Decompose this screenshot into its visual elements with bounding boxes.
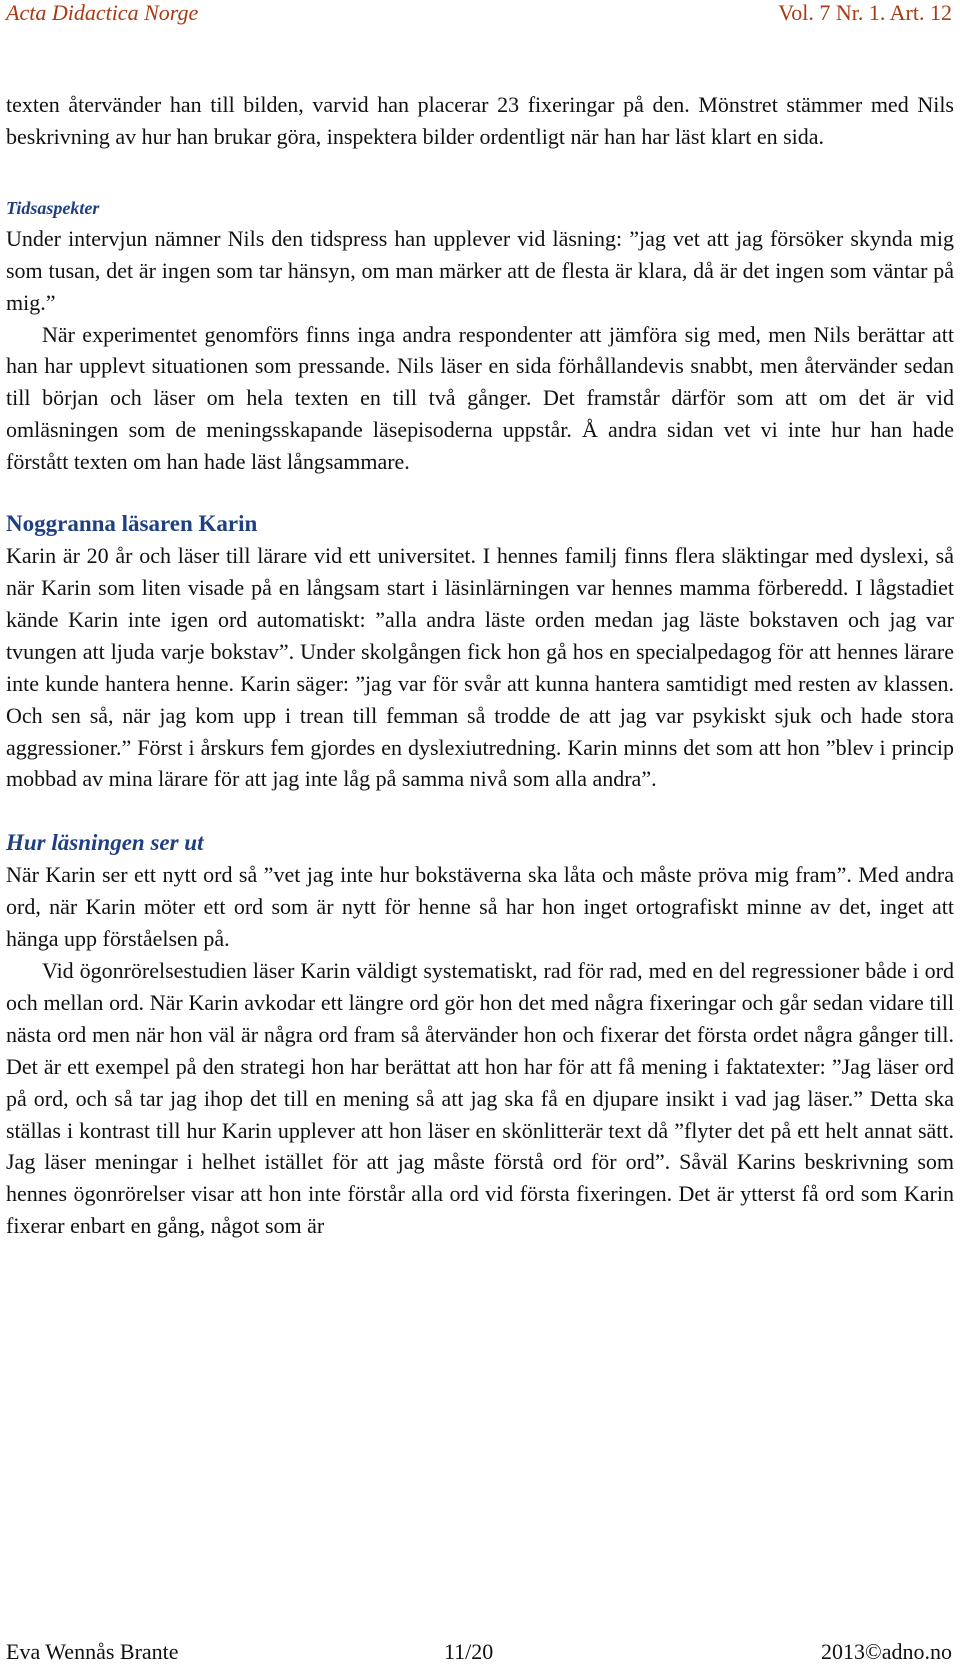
paragraph-tidsaspekter-2: När experimentet genomförs finns inga andra respondenter att jämföra sig med, men Nils berättar att han har upplevt situationen som pressande. Nils läser en sida förhållandevis snabbt, men återvänder sedan till början och läser om hela texten en till två gånger. Det framstår därför som att om det är vid omläsningen som de meningsskapande läsepisoderna uppstår. Å andra sidan vet vi inte hur han hade förstått texten om han hade läst långsammare. [6, 321, 954, 475]
article-body [6, 89, 954, 1242]
heading-tidsaspekter: Tidsaspekter [6, 197, 100, 218]
paragraph-karin: Karin är 20 år och läser till lärare vid ett universitet. I hennes familj finns flera släktingar med dyslexi, så när Karin som liten visade på en långsam start i läsinlärningen var hennes mamma förberedd. I lågstadiet kände Karin inte igen ord automatiskt: ”alla andra läste orden medan jag läste bokstaven och jag var tvungen att ljuda varje bokstav”. Under skolgången fick hon gå hos en specialpedagog för att hennes lärare inte kunde hantera henne. Karin säger: ”jag var för svår att kunna hantera samtidigt med resten av klassen. Och sen så, när jag kom upp i trean till femman så trodde de att jag var psykiskt sjuk och hade stora aggressioner.” Först i årskurs fem gjordes en dyslexiutredning. Karin minns det som att hon ”blev i princip mobbad av mina lärare för att jag inte låg på samma nivå som alla andra”. [6, 543, 954, 792]
heading-karin: Noggranna läsaren Karin [6, 511, 258, 537]
paragraph-hur-1: När Karin ser ett nytt ord så ”vet jag inte hur bokstäverna ska låta och måste pröva mig fram”. Med andra ord, när Karin möter ett ord som är nytt för henne så har hon inget ortografiskt minne av det, inget att hänga upp förståelsen på. [6, 862, 954, 952]
footer-author: Eva Wennås Brante [6, 1639, 179, 1664]
footer-copyright: 2013©adno.no [821, 1639, 952, 1664]
paragraph-tidsaspekter-1: Under intervjun nämner Nils den tidspress han upplever vid läsning: ”jag vet att jag försöker skynda mig som tusan, det är ingen som tar hänsyn, om man märker att de flesta är klara, då är det ingen som väntar på mig.” [6, 225, 954, 315]
page-number: 11/20 [444, 1639, 494, 1664]
paragraph-hur-2: Vid ögonrörelsestudien läser Karin väldigt systematiskt, rad för rad, med en del regressioner både i ord och mellan ord. När Karin avkodar ett längre ord gör hon det med några fixeringar och går sedan vidare till nästa ord men när hon väl är några ord fram så återvänder hon och fixerar det första ordet några gånger till. Det är ett exempel på den strategi hon har berättat att hon har för att få mening i faktatexter: ”Jag läser ord på ord, och så tar jag ihop det till en mening så att jag ska få en djupare insikt i vad jag läser.” Detta ska ställas i kontrast till hur Karin upplever att hon läser en skönlitterär text då ”flyter det på ett helt annat sätt. Jag läser meningar i helhet istället för att jag måste förstå ord för ord”. Såväl Karins beskrivning som hennes ögonrörelser visar att hon inte förstår alla ord vid första fixeringen. Det är ytterst få ord som Karin fixerar enbart en gång, något som är [6, 958, 954, 1239]
running-header [6, 0, 952, 28]
volume-info: Vol. 7 Nr. 1. Art. 12 [778, 0, 952, 25]
journal-title: Acta Didactica Norge [6, 0, 199, 25]
heading-hur-lasningen: Hur läsningen ser ut [6, 830, 204, 856]
paragraph-intro: texten återvänder han till bilden, varvid han placerar 23 fixeringar på den. Mönstret stämmer med Nils beskrivning av hur han brukar göra, inspektera bilder ordentligt när han har läst klart en sida. [6, 92, 954, 149]
running-footer [6, 1638, 952, 1668]
